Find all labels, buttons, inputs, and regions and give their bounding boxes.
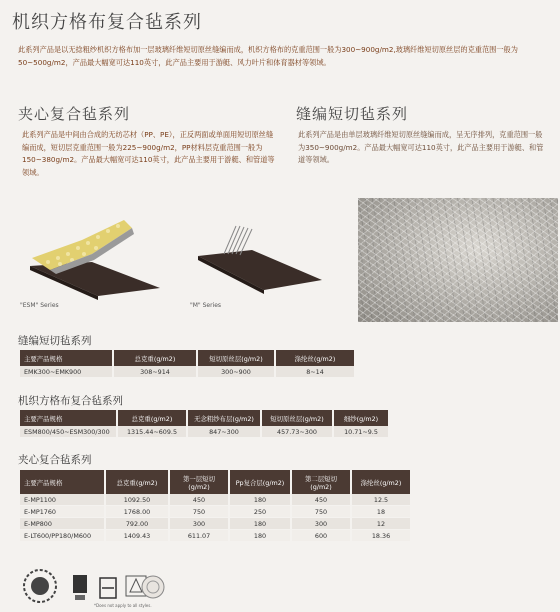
esm-series-illustration [20, 218, 170, 300]
table1-title: 缝编短切毡系列 [18, 335, 92, 347]
table-row: ESM800/450~ESM300/300 1315.44~609.5 847~300 457.73~300 10.71~9.5 [20, 426, 388, 438]
table3-header: 总克重(g/m2) [106, 470, 168, 494]
page-title: 机织方格布复合毡系列 [12, 12, 202, 33]
table1-header: 总克重(g/m2) [114, 350, 196, 366]
stitched-heading: 缝编短切毡系列 [296, 105, 409, 123]
m-series-caption: "M" Series [190, 302, 222, 309]
table2-header: 总克重(g/m2) [118, 410, 186, 426]
table1-header: 涤纶丝(g/m2) [276, 350, 354, 366]
table3-title: 夹心复合毡系列 [18, 454, 92, 466]
table1-header: 主要产品规格 [20, 350, 112, 366]
stitched-mat-photo [358, 198, 558, 322]
table2-header: 无念粗纱布层(g/m2) [188, 410, 260, 426]
approval-seal-icon [140, 574, 166, 600]
table1 [18, 350, 356, 378]
dnv-logo-icon [98, 576, 118, 600]
sandwich-heading: 夹心复合毡系列 [18, 105, 131, 123]
stitched-description: 此系列产品是由单层玻璃纤维短切原丝缝编而成，呈无序排列，克重范围一般为350~900g/m2。产品最大幅宽可达110英寸，此产品主要用于游艇、和管道等领域。 [298, 130, 544, 164]
shield-logo-icon [72, 574, 88, 602]
sandwich-description: 此系列产品是中间由合成的无纺芯材（PP、PE），正反两面或单面用短切原丝缝编而成，短切层克重范围一般为225~900g/m2，PP材料层克重范围一般为150~380g/m2。产品最大幅宽可达110英寸，此产品主要用于游艇、和管道等领域。 [22, 130, 275, 177]
m-series-illustration [190, 224, 340, 300]
table3-header: 涤纶丝(g/m2) [352, 470, 410, 494]
table2-header: 细纱(g/m2) [334, 410, 388, 426]
table-row: E-LT600/PP180/M600 1409.43 611.07 180 600 18.36 [20, 530, 410, 542]
table-row: EMK300~EMK900 308~914 300~900 8~14 [20, 366, 354, 378]
table3 [18, 470, 412, 542]
table3-header: Pp复合层(g/m2) [230, 470, 290, 494]
esm-series-caption: "ESM" Series [20, 302, 59, 309]
table-row: E-MP800 792.00 300 180 300 12 [20, 518, 410, 530]
table1-header: 短切原丝层(g/m2) [198, 350, 274, 366]
table2-title: 机织方格布复合毡系列 [18, 395, 123, 407]
table3-header: 主要产品规格 [20, 470, 104, 494]
table-row: E-MP1100 1092.50 450 180 450 12.5 [20, 494, 410, 506]
footer-note: *Does not apply to all styles. [94, 603, 152, 608]
certification-badge-icon [22, 568, 58, 604]
intro-paragraph: 此系列产品是以无捻粗纱机织方格布加一层玻璃纤维短切原丝缝编而成，机织方格布的克重范围一般为300~900g/m2,玻璃纤维短切原丝层的克重范围一般为50~500g/m2，产品最大幅宽可达110英寸，此产品主要用于游艇、风力叶片和体育器材等领域。 [18, 45, 518, 67]
table3-header: 第二层短切(g/m2) [292, 470, 350, 494]
table2-header: 短切原丝层(g/m2) [262, 410, 332, 426]
table2 [18, 410, 390, 438]
table2-header: 主要产品规格 [20, 410, 116, 426]
table-row: E-MP1760 1768.00 750 250 750 18 [20, 506, 410, 518]
table3-header: 第一层短切(g/m2) [170, 470, 228, 494]
